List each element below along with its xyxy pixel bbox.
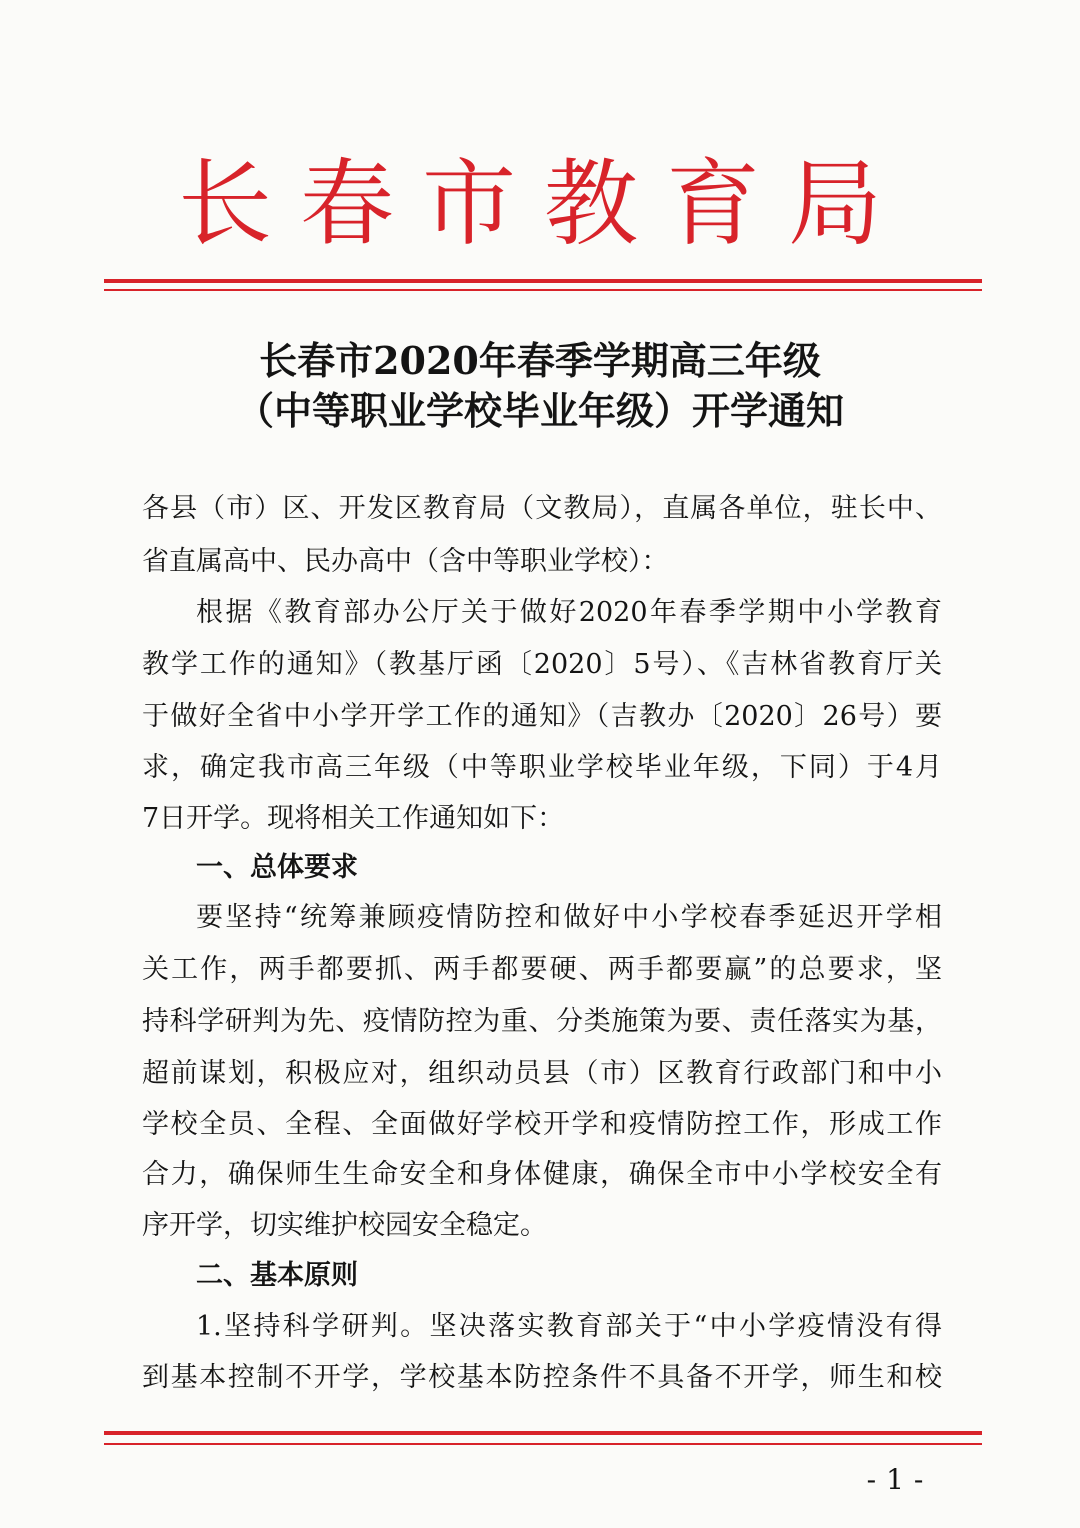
intro-line-3: 于做好全省中小学开学工作的通知》（吉教办〔2020〕26号）要 — [142, 701, 942, 732]
section-1-line-4: 超前谋划，积极应对，组织动员县（市）区教育行政部门和中小 — [142, 1058, 942, 1089]
section-1-line-7: 序开学，切实维护校园安全稳定。 — [142, 1210, 547, 1241]
letterhead-red-rule-thin — [104, 289, 982, 291]
footer-red-rule-thick — [104, 1431, 982, 1435]
section-1-heading: 一、总体要求 — [196, 852, 358, 883]
letterhead-org-name: 长春市教育局 — [177, 150, 910, 259]
document-title-line-2: （中等职业学校毕业年级）开学通知 — [235, 388, 844, 433]
letterhead-red-rule-thick — [104, 279, 982, 283]
document-title-line-1: 长春市2020年春季学期高三年级 — [259, 338, 821, 383]
addressee-line-1: 各县（市）区、开发区教育局（文教局），直属各单位，驻长中、 — [142, 493, 942, 524]
intro-line-4: 求，确定我市高三年级（中等职业学校毕业年级，下同）于4月 — [142, 752, 942, 783]
intro-line-1: 根据《教育部办公厅关于做好2020年春季学期中小学教育 — [196, 597, 942, 628]
section-1-line-1: 要坚持“统筹兼顾疫情防控和做好中小学校春季延迟开学相 — [196, 902, 942, 933]
section-1-line-2: 关工作，两手都要抓、两手都要硬、两手都要赢”的总要求，坚 — [142, 954, 942, 985]
section-2-line-2: 到基本控制不开学，学校基本防控条件不具备不开学，师生和校 — [142, 1362, 942, 1393]
section-1-line-6: 合力，确保师生生命安全和身体健康，确保全市中小学校安全有 — [142, 1159, 942, 1190]
section-1-line-5: 学校全员、全程、全面做好学校开学和疫情防控工作，形成工作 — [142, 1109, 942, 1140]
section-1-line-3: 持科学研判为先、疫情防控为重、分类施策为要、责任落实为基， — [142, 1006, 942, 1037]
intro-line-5: 7日开学。现将相关工作通知如下： — [142, 803, 565, 834]
intro-line-2: 教学工作的通知》（教基厅函〔2020〕5号）、《吉林省教育厅关 — [142, 649, 942, 680]
section-2-heading: 二、基本原则 — [196, 1260, 358, 1291]
section-2-line-1: 1.坚持科学研判。坚决落实教育部关于“中小学疫情没有得 — [196, 1311, 942, 1342]
addressee-line-2: 省直属高中、民办高中（含中等职业学校）： — [142, 546, 669, 577]
page-number: -1- — [866, 1463, 934, 1496]
footer-red-rule-thin — [104, 1443, 982, 1445]
